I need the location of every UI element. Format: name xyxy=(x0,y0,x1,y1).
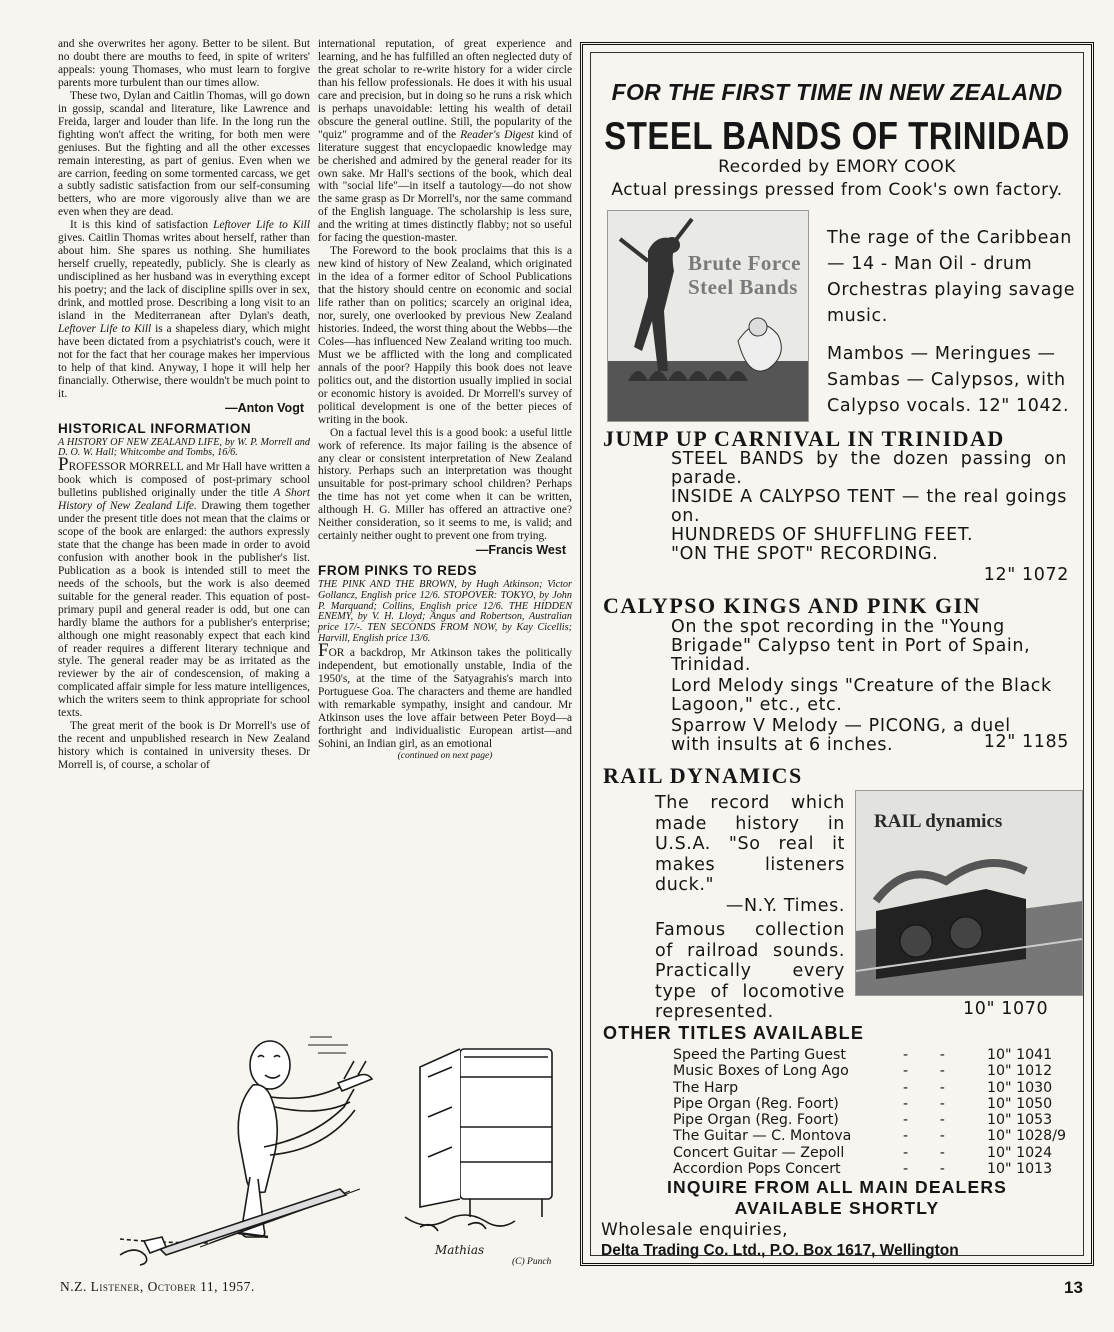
title-row xyxy=(673,1112,1066,1128)
title-name: Pipe Organ (Reg. Foort) xyxy=(673,1112,839,1129)
company-address: Delta Trading Co. Ltd., P.O. Box 1617, Wellington xyxy=(601,1242,959,1259)
title-leader: - - xyxy=(903,1047,945,1063)
page-number: 13 xyxy=(1064,1278,1083,1297)
reviewer-signature: —Francis West xyxy=(475,543,566,558)
paragraph: These two, Dylan and Caitlin Thomas, will go down in gossip, scandal and literature, like Lawrence and Freida, larger and louder than life. In the long run the fighting won't affect the writing, for both men were geniuses. But the fighting and all the other excesses remain interesting, as part of genius. Even when we are carrion, feeding on some tormented carcass, we get a subtly sadistic satisfaction from our self-consuming betters, who are more vigorously alive than we are even when they are dead. xyxy=(58,89,310,219)
title-row xyxy=(673,1161,1066,1177)
calypso-kings-heading: CALYPSO KINGS AND PINK GIN xyxy=(603,593,982,618)
article-column-2 xyxy=(318,38,572,763)
continued-note: (continued on next page) xyxy=(397,751,493,762)
inquire-note: INQUIRE FROM ALL MAIN DEALERS xyxy=(666,1177,1008,1197)
title-catalog: 10" 1012 xyxy=(987,1063,1053,1080)
book-citation: THE PINK AND THE BROWN, by Hugh Atkinson; Victor Gollancz, English price 12/6. STOPOVER: TOKYO, by John P. Marquand; Collins, English price 12/6. THE HIDDEN ENEMY, by V. H. Lloyd; Angus and Robertson, Australian price 17/-. TEN SECONDS FROM NOW, by Kay Cicellis; Harvill, English price 13/6. xyxy=(318,579,572,645)
album-cover-brute-force xyxy=(607,210,809,422)
album-title: RAIL dynamics xyxy=(874,811,1003,832)
title-leader: - - xyxy=(903,1063,945,1080)
title-leader: - - xyxy=(903,1144,945,1161)
mambo-description: Mambos — Meringues — Sambas — Calypsos, with Calypso vocals. 12" 1042. xyxy=(827,344,1070,416)
title-catalog: 10" 1024 xyxy=(987,1144,1053,1161)
steel-band-dancer-image xyxy=(608,211,808,421)
title-row xyxy=(673,1080,1066,1096)
title-catalog: 10" 1013 xyxy=(987,1161,1053,1178)
title-name: Speed the Parting Guest xyxy=(673,1047,846,1063)
title-row xyxy=(673,1063,1066,1079)
paragraph: It is this kind of satisfaction Leftover Life to Kill gives. Caitlin Thomas writes about herself, rather than about him. She spares us nothing. She humiliates herself cruelly, repeatedly, publicly. She is clearly as undisciplined as her husband was in everything except his poetry; and the lack of discipline spills over in sex, drink, and mottled prose. Describing a long visit to an island in the Mediterranean after Dylan's death, Leftover Life to Kill is a shapeless diary, which might have been dictated from a psychiatrist's couch, were it not for the fact that her courage makes her impervious to help of that kind. Anyway, I hope it will help her financially. Otherwise, there wouldn't be much point to it. xyxy=(58,219,310,400)
title-name: Pipe Organ (Reg. Foort) xyxy=(673,1095,839,1112)
wholesale-note: Wholesale enquiries, xyxy=(601,1220,788,1240)
rage-description: The rage of the Caribbean — 14 - Man Oil - drum Orchestras playing savage music. xyxy=(827,228,1076,326)
jump-up-heading: JUMP UP CARNIVAL IN TRINIDAD xyxy=(603,426,1005,451)
jump-up-description: STEEL BANDS by the dozen passing on parade. INSIDE A CALYPSO TENT — the real goings on. HUNDREDS OF SHUFFLING FEET. "ON THE SPOT" RECORDING. xyxy=(671,449,1067,564)
paragraph: FOR a backdrop, Mr Atkinson takes the politically independent, but emotionally unstable, India of the 1950's, at the time of the Satyagrahis's march into Portuguese Goa. The characters and theme are handled with remarkable sympathy, insight and candour. Mr Atkinson uses the love affair between Peter Boyd—a forthright and individualistic European artist—and Sohini, an Indian girl, as an emotional xyxy=(318,639,572,750)
available-note: AVAILABLE SHORTLY xyxy=(734,1198,940,1218)
calypso-description: On the spot recording in the "Young Brigade" Calypso tent in Port of Spain, Trinidad. Lord Melody sings "Creature of the Black Lagoon," etc., etc. Sparrow V Melody — PICONG, a duel with insults at 6 inches. xyxy=(671,617,1052,755)
page-footer: N.Z. Listener, October 11, 1957. xyxy=(60,1279,255,1294)
album-cover-rail-dynamics xyxy=(855,790,1083,996)
paragraph: PROFESSOR MORRELL and Mr Hall have written a book which is composed of post-primary school bulletins published originally under the title A Short History of New Zealand Life. Drawing them together under the present title does not mean that the claims or scope of the book are enlarged: the authors expressly state that the change has been made in order to avoid confusion with another book in the publisher's list. Publication as a book is intended still to meet the needs of the schools, but the work is also deemed suitable for the general reader. This equation of post-primary pupil and general reader is odd, but one can hardly blame the authors for a publisher's enterprise; although one might reasonably expect that each kind of reader requires a different literary technique and style. The general reader may be as irritated as the reviewer by the air of condescension, of making a complicated affair simple for less mature intelligences, which the writers seem to think appropriate for school texts. xyxy=(58,454,311,720)
title-row xyxy=(673,1096,1066,1112)
title-catalog: 10" 1028/9 xyxy=(987,1128,1067,1145)
title-name: Music Boxes of Long Ago xyxy=(673,1063,849,1080)
title-catalog: 10" 1050 xyxy=(987,1095,1053,1112)
book-citation: A HISTORY OF NEW ZEALAND LIFE, by W. P. Morrell and D. O. W. Hall; Whitcombe and Tombs, 16/6. xyxy=(58,436,310,459)
title-name: The Harp xyxy=(673,1079,739,1096)
ice-block xyxy=(144,1189,346,1255)
pressings-note: Actual pressings pressed from Cook's own factory. xyxy=(611,180,1063,200)
catalog-number: 12" 1185 xyxy=(983,732,1069,752)
cartoon-credit: (C) Punch xyxy=(512,1257,552,1267)
section-heading: HISTORICAL INFORMATION xyxy=(58,420,252,436)
ad-headline: FOR THE FIRST TIME IN NEW ZEALAND xyxy=(611,79,1063,105)
ad-title: STEEL BANDS OF TRINIDAD xyxy=(604,113,1070,158)
refrigerator xyxy=(405,1049,552,1231)
title-leader: - - xyxy=(903,1128,945,1145)
title-name: The Guitar — C. Montova xyxy=(673,1128,852,1145)
paragraph: and she overwrites her agony. Better to be silent. But no doubt there are mouths to feed, in spite of writers' appeals: young Thomases, who must learn to forgive parents more turbulent than our times allow. xyxy=(58,38,310,89)
title-leader: - - xyxy=(903,1161,945,1178)
section-heading: FROM PINKS TO REDS xyxy=(318,563,478,579)
title-leader: - - xyxy=(903,1112,945,1129)
other-titles-heading: OTHER TITLES AVAILABLE xyxy=(603,1023,865,1043)
rail-description: The record which made history in U.S.A. "So real it makes listeners duck." —N.Y. Times. Famous collection of railroad sounds. Practically every type of locomotive represented. xyxy=(655,793,845,1022)
title-leader: - - xyxy=(903,1095,945,1112)
paragraph: international reputation, of great experience and learning, and he has fulfilled an often neglected duty of the great scholar to re-write history for a wider circle than his fellow professionals. He does it with his usual care and precision, but in doing so he runs a risk which is perhaps unavoidable: letting his wealth of detail obscure the general outline. Still, the popularity of the "quiz" programme and of the Reader's Digest kind of literature suggest that encyclopaedic knowledge may be cherished and admired by the general reader for its own sake. Mr Hall's sections of the book, which deal with "social life"—in itself a tautology—do not show the same grasp as Dr Morrell's, nor the same command of the English language. The scholarship is less sure, and the writing at times distinctly flabby; not so useful for facing the question-master. xyxy=(318,38,572,245)
recorded-by: Recorded by EMORY COOK xyxy=(718,157,956,177)
cartoon-illustration xyxy=(60,1027,572,1272)
title-catalog: 10" 1041 xyxy=(987,1047,1053,1063)
article-column-1 xyxy=(58,38,310,772)
record-advertisement xyxy=(580,42,1094,1266)
catalog-number: 10" 1070 xyxy=(963,999,1049,1019)
paragraph: The Foreword to the book proclaims that this is a new kind of history of New Zealand, which originated in the idea of a former editor of School Publications that the history should centre on economic and social life rather than on politics; scarcely an original idea, nor, surely, one overlooked by previous New Zealand histories. Indeed, the worst thing about the Webbs—the Coles—has influenced New Zealand writing too much. Must we be afflicted with the long and complicated annals of the poor? Happily this book does not leave politics out, and the distortion usually implied in social or economic history is avoided. Dr Morrell's survey of political development is one of the better pieces of writing in the book. xyxy=(318,245,572,426)
skater-figure xyxy=(120,1041,372,1247)
cartoon-artist-signature: Mathias xyxy=(435,1243,485,1257)
title-leader: - - xyxy=(903,1079,945,1096)
title-row xyxy=(673,1145,1066,1161)
other-titles-list xyxy=(673,1047,1066,1177)
album-title-line: Brute Force xyxy=(688,251,801,275)
title-name: Concert Guitar — Zepoll xyxy=(673,1144,845,1161)
catalog-number: 12" 1072 xyxy=(983,565,1069,585)
title-catalog: 10" 1053 xyxy=(987,1112,1053,1129)
title-catalog: 10" 1030 xyxy=(987,1079,1053,1096)
rail-dynamics-heading: RAIL DYNAMICS xyxy=(603,763,803,788)
reviewer-signature: —Anton Vogt xyxy=(225,400,304,415)
paragraph: The great merit of the book is Dr Morrell's use of the recent and unpublished research in New Zealand history which is contained in university theses. Dr Morrell is, of course, a scholar of xyxy=(58,720,310,772)
paragraph: On a factual level this is a good book: a useful little work of reference. Its major failing is the absence of any clear or consistent interpretation of New Zealand history. Perhaps such an interpretation was thought unsuitable for post-primary school children? Perhaps the time has not yet come when it can be written, although H. G. Miller has offered an attractive one? Neither consideration, so it seems to me, is valid; and certainly neither ought to prevent one from trying. xyxy=(318,426,572,543)
title-name: Accordion Pops Concert xyxy=(673,1161,841,1178)
album-title-line: Steel Bands xyxy=(688,275,798,299)
title-row xyxy=(673,1047,1066,1063)
title-row xyxy=(673,1128,1066,1144)
